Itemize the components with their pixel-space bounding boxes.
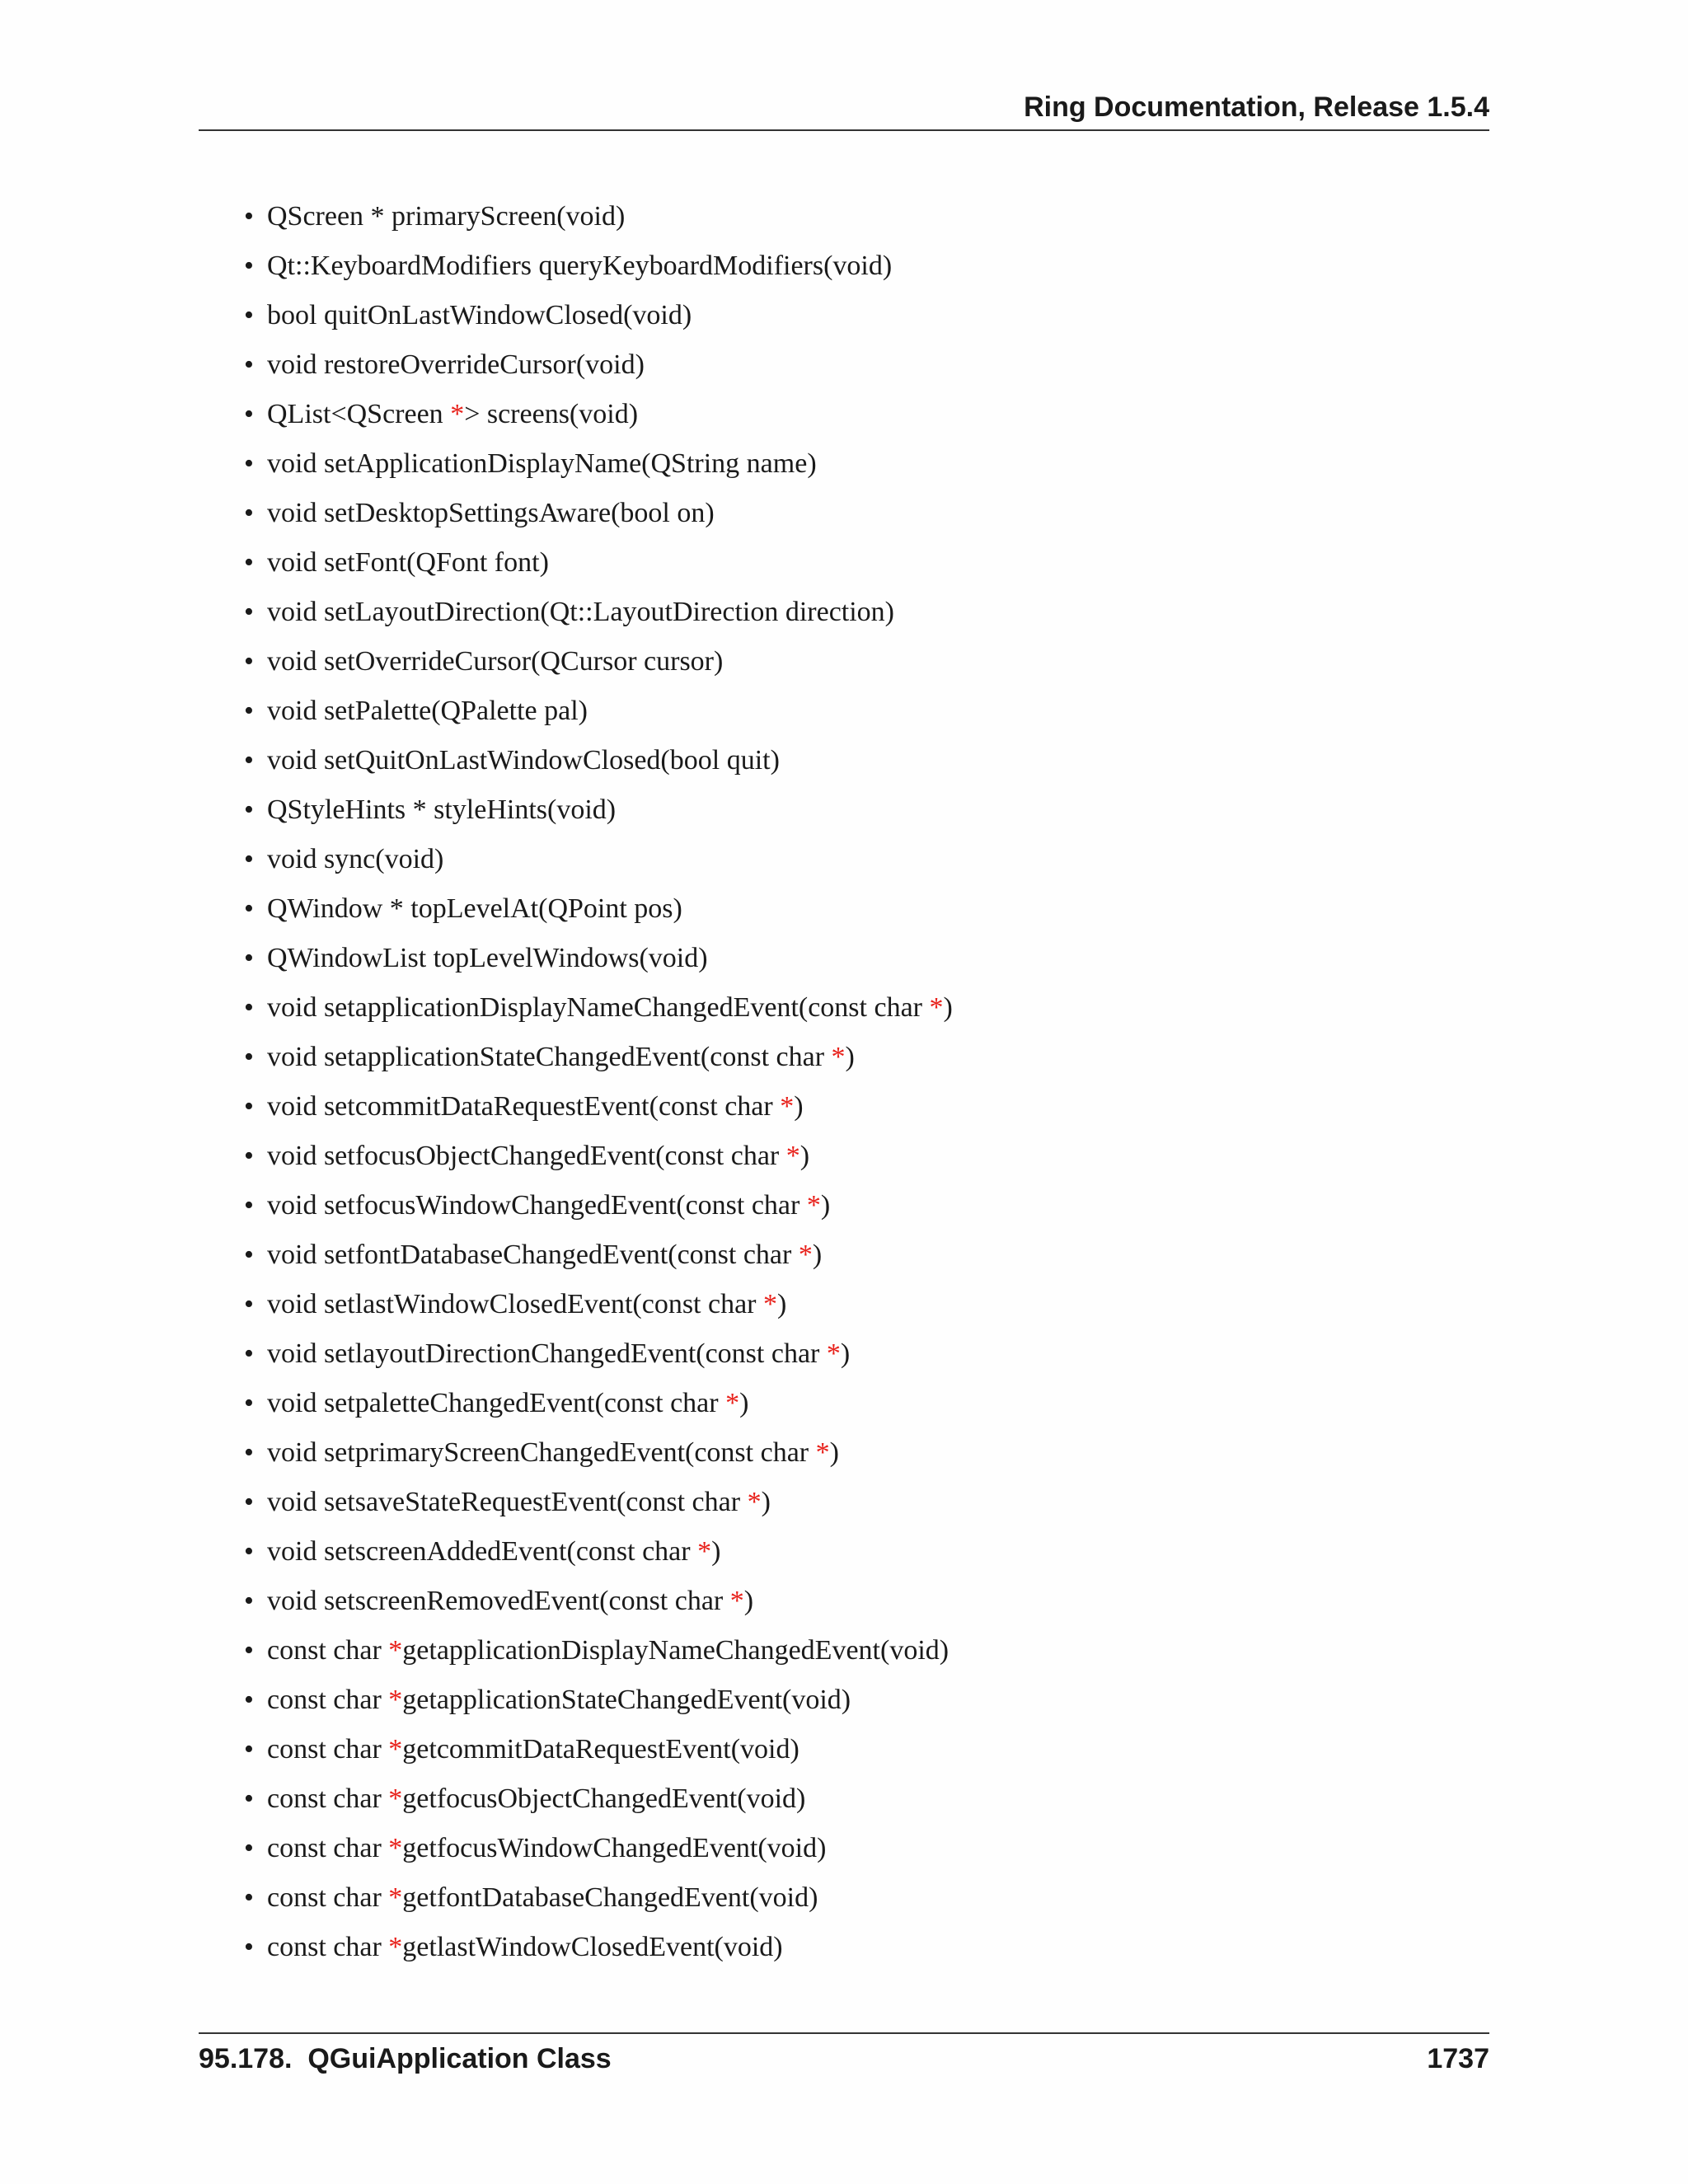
method-signature: void setPalette(QPalette pal) <box>267 696 588 726</box>
method-signature: void setDesktopSettingsAware(bool on) <box>267 498 715 528</box>
method-signature-end: ) <box>812 1240 823 1270</box>
method-signature-start: void setfocusWindowChangedEvent(const char <box>267 1190 807 1221</box>
method-signature-end: ) <box>799 1141 810 1171</box>
method-signature: void sync(void) <box>267 844 444 874</box>
method-signature-start: void setfontDatabaseChangedEvent(const char <box>267 1240 799 1270</box>
method-signature-start: void setlastWindowClosedEvent(const char <box>267 1289 764 1319</box>
method-signature-end: getapplicationDisplayNameChangedEvent(void) <box>402 1635 950 1666</box>
bullet-icon: • <box>244 893 254 924</box>
list-item <box>244 344 645 386</box>
method-signature-start: void setpaletteChangedEvent(const char <box>267 1388 726 1418</box>
bullet-icon: • <box>244 1338 254 1369</box>
list-item <box>244 1432 839 1474</box>
method-signature: QScreen * primaryScreen(void) <box>267 201 626 232</box>
method-signature-start: const char <box>267 1734 389 1765</box>
list-item <box>244 542 549 583</box>
method-signature: void setQuitOnLastWindowClosed(bool quit) <box>267 745 780 776</box>
list-item <box>244 938 708 979</box>
method-signature-start: void setscreenRemovedEvent(const char <box>267 1586 730 1616</box>
list-item <box>244 1333 850 1375</box>
method-signature-end: ) <box>943 992 953 1023</box>
bullet-icon: • <box>244 646 254 677</box>
method-signature-end: ) <box>829 1437 839 1468</box>
method-signature-end: ) <box>820 1190 831 1221</box>
bullet-icon: • <box>244 1388 254 1418</box>
method-signature-end: getapplicationStateChangedEvent(void) <box>402 1685 851 1715</box>
bullet-icon: • <box>244 498 254 528</box>
method-signature: QWindowList topLevelWindows(void) <box>267 943 708 973</box>
method-signature-start: void setapplicationDisplayNameChangedEvent(const char <box>267 992 930 1023</box>
pointer-asterisk: * <box>697 1536 712 1567</box>
list-item <box>244 691 588 732</box>
bullet-icon: • <box>244 1240 254 1270</box>
method-signature: void restoreOverrideCursor(void) <box>267 349 645 380</box>
pointer-asterisk: * <box>780 1091 795 1122</box>
method-signature: void setOverrideCursor(QCursor cursor) <box>267 646 724 677</box>
method-signature-end: > screens(void) <box>464 399 639 429</box>
list-item <box>244 1729 799 1770</box>
list-item <box>244 493 715 534</box>
bullet-icon: • <box>244 1091 254 1122</box>
method-signature: void setApplicationDisplayName(QString name) <box>267 448 817 479</box>
list-item <box>244 1779 805 1820</box>
list-item <box>244 1383 748 1424</box>
bullet-icon: • <box>244 349 254 380</box>
bullet-icon: • <box>244 1190 254 1221</box>
list-item <box>244 790 616 831</box>
method-signature-start: const char <box>267 1882 389 1913</box>
pointer-asterisk: * <box>729 1586 744 1616</box>
method-signature-end: getlastWindowClosedEvent(void) <box>402 1932 783 1962</box>
bullet-icon: • <box>244 1042 254 1072</box>
bullet-icon: • <box>244 1141 254 1171</box>
list-item <box>244 1531 720 1572</box>
pointer-asterisk: * <box>388 1932 403 1962</box>
bullet-icon: • <box>244 1586 254 1616</box>
bullet-icon: • <box>244 1932 254 1962</box>
method-signature-start: QList<QScreen <box>267 399 451 429</box>
method-signature-end: getfocusObjectChangedEvent(void) <box>402 1783 806 1814</box>
method-signature-start: void setapplicationStateChangedEvent(const char <box>267 1042 832 1072</box>
pointer-asterisk: * <box>388 1783 403 1814</box>
method-signature-end: ) <box>761 1487 771 1517</box>
pointer-asterisk: * <box>763 1289 778 1319</box>
bullet-icon: • <box>244 696 254 726</box>
pointer-asterisk: * <box>785 1141 800 1171</box>
method-signature: QWindow * topLevelAt(QPoint pos) <box>267 893 682 924</box>
list-item <box>244 443 817 485</box>
bullet-icon: • <box>244 1536 254 1567</box>
method-signature-start: void setsaveStateRequestEvent(const char <box>267 1487 748 1517</box>
pointer-asterisk: * <box>826 1338 841 1369</box>
list-item <box>244 592 894 633</box>
bullet-icon: • <box>244 745 254 776</box>
method-signature-start: const char <box>267 1685 389 1715</box>
method-signature-end: ) <box>845 1042 855 1072</box>
bullet-icon: • <box>244 1783 254 1814</box>
pointer-asterisk: * <box>388 1833 403 1863</box>
bullet-icon: • <box>244 1635 254 1666</box>
list-item <box>244 1136 809 1177</box>
bullet-icon: • <box>244 992 254 1023</box>
list-item <box>244 1284 786 1325</box>
list-item <box>244 1828 826 1869</box>
running-header-title: Ring Documentation, Release 1.5.4 <box>1024 91 1489 123</box>
footer-section-title: 95.178. QGuiApplication Class <box>199 2043 612 2074</box>
list-item <box>244 888 682 930</box>
list-item <box>244 246 892 287</box>
list-item <box>244 1482 771 1523</box>
method-signature-end: ) <box>739 1388 749 1418</box>
method-signature-end: ) <box>794 1091 804 1122</box>
method-signature: Qt::KeyboardModifiers queryKeyboardModifiers(void) <box>267 251 893 281</box>
list-item <box>244 1581 753 1622</box>
method-signature-end: getfocusWindowChangedEvent(void) <box>402 1833 827 1863</box>
list-item <box>244 1630 949 1671</box>
pointer-asterisk: * <box>929 992 944 1023</box>
bullet-icon: • <box>244 251 254 281</box>
bullet-icon: • <box>244 794 254 825</box>
list-item <box>244 1037 855 1078</box>
method-signature-end: ) <box>777 1289 787 1319</box>
bullet-icon: • <box>244 448 254 479</box>
bullet-icon: • <box>244 1734 254 1765</box>
method-signature-start: const char <box>267 1932 389 1962</box>
method-signature-start: void setprimaryScreenChangedEvent(const char <box>267 1437 816 1468</box>
bullet-icon: • <box>244 201 254 232</box>
pointer-asterisk: * <box>388 1685 403 1715</box>
list-item <box>244 295 692 336</box>
pointer-asterisk: * <box>806 1190 821 1221</box>
method-signature-end: ) <box>840 1338 851 1369</box>
method-signature: QStyleHints * styleHints(void) <box>267 794 617 825</box>
bullet-icon: • <box>244 943 254 973</box>
bullet-icon: • <box>244 1437 254 1468</box>
pointer-asterisk: * <box>725 1388 740 1418</box>
pointer-asterisk: * <box>798 1240 813 1270</box>
bullet-icon: • <box>244 844 254 874</box>
method-signature: bool quitOnLastWindowClosed(void) <box>267 300 692 330</box>
list-item <box>244 839 443 880</box>
bullet-icon: • <box>244 1685 254 1715</box>
method-signature: void setLayoutDirection(Qt::LayoutDirection direction) <box>267 597 894 627</box>
pointer-asterisk: * <box>747 1487 762 1517</box>
method-signature-start: const char <box>267 1833 389 1863</box>
list-item <box>244 1680 851 1721</box>
list-item <box>244 641 723 682</box>
method-signature-start: void setlayoutDirectionChangedEvent(const char <box>267 1338 827 1369</box>
method-signature-start: void setfocusObjectChangedEvent(const char <box>267 1141 786 1171</box>
method-signature-end: ) <box>711 1536 721 1567</box>
list-item <box>244 196 625 237</box>
method-signature-start: void setscreenAddedEvent(const char <box>267 1536 698 1567</box>
list-item <box>244 1086 804 1127</box>
method-signature-start: void setcommitDataRequestEvent(const char <box>267 1091 781 1122</box>
pointer-asterisk: * <box>388 1635 403 1666</box>
method-signature-end: getfontDatabaseChangedEvent(void) <box>402 1882 818 1913</box>
bullet-icon: • <box>244 547 254 578</box>
bullet-icon: • <box>244 597 254 627</box>
list-item <box>244 1185 830 1226</box>
list-item <box>244 1235 822 1276</box>
method-signature: void setFont(QFont font) <box>267 547 549 578</box>
pointer-asterisk: * <box>450 399 465 429</box>
bullet-icon: • <box>244 399 254 429</box>
list-item <box>244 740 780 781</box>
method-signature-end: ) <box>743 1586 754 1616</box>
method-signature-end: getcommitDataRequestEvent(void) <box>402 1734 799 1765</box>
list-item <box>244 394 638 435</box>
pointer-asterisk: * <box>388 1734 403 1765</box>
method-signature-start: const char <box>267 1635 389 1666</box>
method-signature-start: const char <box>267 1783 389 1814</box>
bullet-icon: • <box>244 1289 254 1319</box>
list-item <box>244 1927 783 1968</box>
pointer-asterisk: * <box>831 1042 846 1072</box>
pointer-asterisk: * <box>815 1437 830 1468</box>
bullet-icon: • <box>244 300 254 330</box>
footer-rule <box>199 2032 1489 2034</box>
page-number: 1737 <box>1427 2043 1489 2074</box>
bullet-icon: • <box>244 1487 254 1517</box>
pointer-asterisk: * <box>388 1882 403 1913</box>
list-item <box>244 987 953 1029</box>
list-item <box>244 1877 818 1919</box>
bullet-icon: • <box>244 1833 254 1863</box>
bullet-icon: • <box>244 1882 254 1913</box>
